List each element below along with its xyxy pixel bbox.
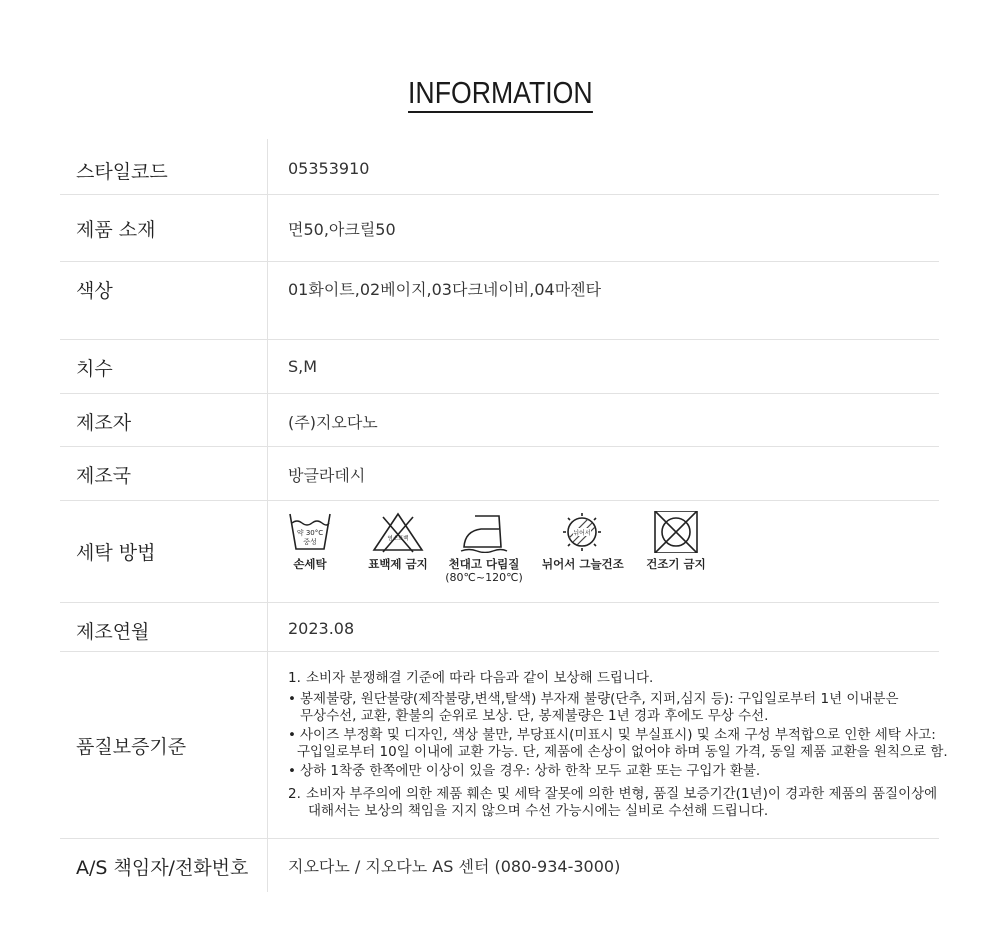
no-tumble-dry-label: 건조기 금지 <box>646 557 706 571</box>
care-icons <box>288 511 928 601</box>
quality-item: • 상하 1착중 한쪽에만 이상이 있을 경우: 상하 한착 모두 교환 또는 구입가 환불. <box>288 763 761 779</box>
size-label: 치수 <box>76 358 113 380</box>
style-code-value: 05353910 <box>288 159 370 178</box>
info-table <box>60 139 948 892</box>
iron-with-cloth-icon <box>444 511 524 585</box>
row-as <box>60 839 939 892</box>
row-style-code <box>60 139 939 195</box>
color-label: 색상 <box>76 280 113 302</box>
quality-item: 2. 소비자 부주의에 의한 제품 훼손 및 세탁 잘못에 의한 변형, 품질 보증기간(1년)이 경과한 제품의 품질이상에 대해서는 보상의 책임을 지지 않으며 수선 가능시에는 실비로 수선해 드립니다. <box>288 786 938 819</box>
divider <box>267 340 268 393</box>
iron-temp: (80℃~120℃) <box>445 571 523 584</box>
no-bleach-icon <box>366 511 430 571</box>
date-label: 제조연월 <box>76 621 150 643</box>
quality-item: 1. 소비자 분쟁해결 기준에 따라 다음과 같이 보상해 드립니다. <box>288 670 654 686</box>
svg-text:약 30°C: 약 30°C <box>296 529 324 537</box>
divider <box>267 139 268 194</box>
row-size <box>60 340 939 394</box>
row-date <box>60 603 939 652</box>
row-color <box>60 262 939 340</box>
divider <box>267 839 268 892</box>
as-label: A/S 책임자/전화번호 <box>76 857 249 879</box>
flat-dry-shade-icon <box>542 511 622 571</box>
divider <box>267 447 268 500</box>
iron-label: 천대고 다림질 <box>448 557 520 571</box>
divider <box>267 501 268 602</box>
quality-item: • 봉제불량, 원단불량(제작불량,변색,탈색) 부자재 불량(단추, 지퍼,심지 등): 구입일로부터 1년 이내분은 무상수선, 교환, 환불의 순위로 보상. 단, 봉제불량은 1년 경과 후에도 무상 수선. <box>288 691 899 724</box>
hand-wash-icon <box>288 511 332 571</box>
divider <box>267 394 268 446</box>
country-value: 방글라데시 <box>288 466 366 485</box>
hand-wash-label: 손세탁 <box>293 557 327 571</box>
material-value: 면50,아크릴50 <box>288 220 396 239</box>
divider <box>267 603 268 651</box>
row-quality <box>60 652 948 839</box>
style-code-label: 스타일코드 <box>76 161 168 183</box>
row-washing <box>60 501 939 603</box>
size-value: S,M <box>288 357 318 376</box>
manufacturer-value: (주)지오다노 <box>288 413 378 432</box>
no-bleach-label: 표백제 금지 <box>368 557 428 571</box>
row-manufacturer <box>60 394 939 447</box>
no-tumble-dry-icon <box>640 511 712 571</box>
quality-label: 품질보증기준 <box>76 736 187 758</box>
country-label: 제조국 <box>76 465 132 487</box>
divider <box>267 195 268 261</box>
as-value: 지오다노 / 지오다노 AS 센터 (080-934-3000) <box>288 857 621 876</box>
divider <box>267 652 268 838</box>
svg-text:염소표백: 염소표백 <box>387 536 409 542</box>
row-country <box>60 447 939 501</box>
quality-item: • 사이즈 부정확 및 디자인, 색상 불만, 부당표시(미표시 및 부실표시) 및 소재 구성 부적합으로 인한 세탁 사고: 구입일로부터 10일 이내에 교환 가능. 단, 제품에 손상이 없어야 하며 동일 가격, 동일 제품 교환을 원칙으로 함. <box>288 727 948 760</box>
divider <box>267 262 268 339</box>
color-value: 01화이트,02베이지,03다크네이비,04마젠타 <box>288 280 602 299</box>
material-label: 제품 소재 <box>76 219 156 241</box>
date-value: 2023.08 <box>288 619 355 638</box>
washing-label: 세탁 방법 <box>76 542 156 564</box>
flat-dry-label: 뉘어서 그늘건조 <box>542 557 624 571</box>
page-title: INFORMATION <box>408 76 593 113</box>
title-wrap <box>0 76 1000 113</box>
manufacturer-label: 제조자 <box>76 412 132 434</box>
svg-text:뉘어서: 뉘어서 <box>573 530 591 537</box>
quality-list <box>288 670 948 820</box>
svg-text:중성: 중성 <box>303 538 317 546</box>
row-material <box>60 195 939 262</box>
